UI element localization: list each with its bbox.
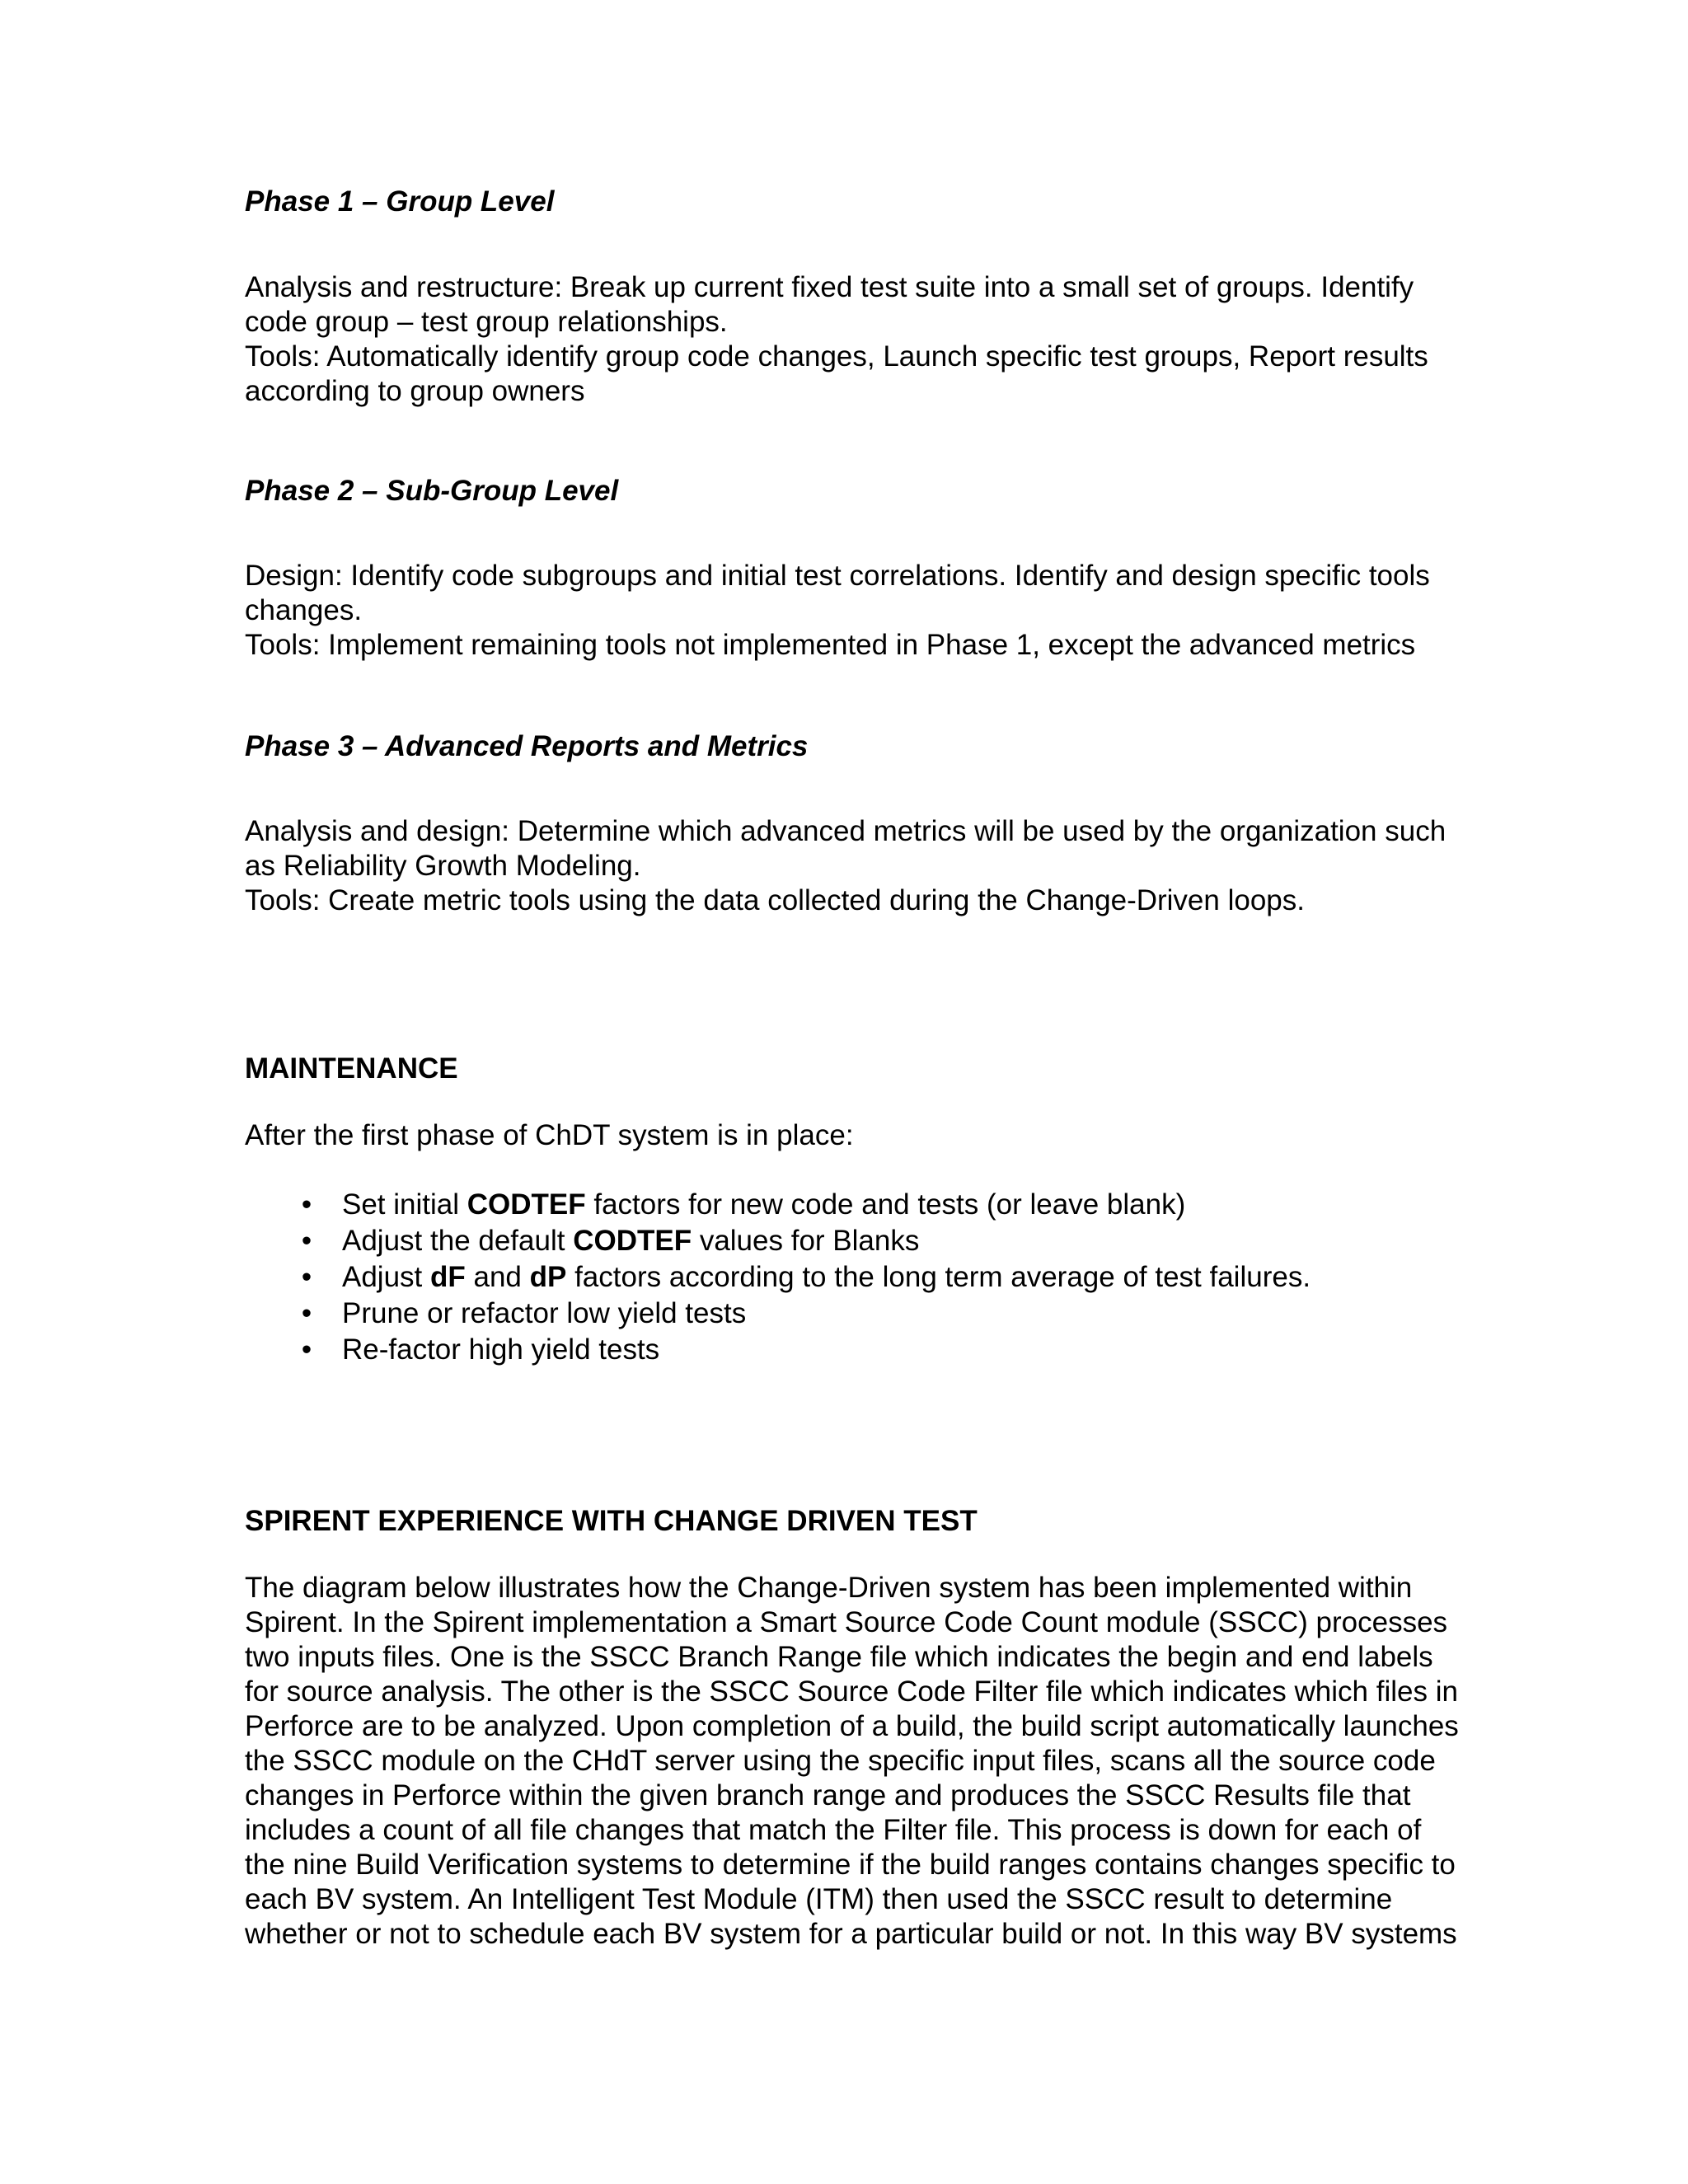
spirent-line: the SSCC module on the CHdT server using the specific input files, scans all the source code bbox=[245, 1745, 1436, 1777]
list-item: • Re-factor high yield tests bbox=[245, 1332, 1531, 1368]
phase1-body bbox=[245, 270, 1531, 409]
bullet-icon: • bbox=[301, 1188, 312, 1221]
phase1-line: according to group owners bbox=[245, 375, 585, 407]
spirent-line: includes a count of all file changes that match the Filter file. This process is down for each of bbox=[245, 1814, 1422, 1846]
phase2-body bbox=[245, 559, 1531, 663]
phase2-line: changes. bbox=[245, 594, 363, 626]
spirent-line: whether or not to schedule each BV system for a particular build or not. In this way BV systems bbox=[245, 1918, 1457, 1950]
bullet-icon: • bbox=[301, 1297, 312, 1329]
list-item: • Adjust dF and dP factors according to the long term average of test failures. bbox=[245, 1259, 1531, 1296]
phase3-line: Tools: Create metric tools using the data collected during the Change-Driven loops. bbox=[245, 884, 1305, 916]
phase2-line: Tools: Implement remaining tools not implemented in Phase 1, except the advanced metrics bbox=[245, 629, 1416, 661]
maintenance-heading: MAINTENANCE bbox=[245, 1052, 458, 1085]
phase1-line: code group – test group relationships. bbox=[245, 306, 728, 338]
phase3-line: as Reliability Growth Modeling. bbox=[245, 850, 641, 882]
maintenance-intro: After the first phase of ChDT system is in place: bbox=[245, 1119, 854, 1151]
spirent-line: for source analysis. The other is the SSCC Source Code Filter file which indicates which files in bbox=[245, 1675, 1458, 1708]
spirent-heading: SPIRENT EXPERIENCE WITH CHANGE DRIVEN TEST bbox=[245, 1505, 978, 1537]
phase3-line: Analysis and design: Determine which advanced metrics will be used by the organization such bbox=[245, 815, 1447, 847]
phase3-heading: Phase 3 – Advanced Reports and Metrics bbox=[245, 730, 809, 762]
phase1-heading: Phase 1 – Group Level bbox=[245, 185, 555, 218]
list-item: • Adjust the default CODTEF values for Blanks bbox=[245, 1223, 1531, 1259]
spirent-line: The diagram below illustrates how the Change-Driven system has been implemented within bbox=[245, 1572, 1413, 1604]
bullet-icon: • bbox=[301, 1333, 312, 1366]
spirent-line: two inputs files. One is the SSCC Branch Range file which indicates the begin and end labels bbox=[245, 1641, 1433, 1673]
phase2-heading: Phase 2 – Sub-Group Level bbox=[245, 475, 619, 507]
spirent-line: Spirent. In the Spirent implementation a Smart Source Code Count module (SSCC) processes bbox=[245, 1606, 1448, 1638]
list-item: • Set initial CODTEF factors for new code and tests (or leave blank) bbox=[245, 1187, 1531, 1223]
bullet-icon: • bbox=[301, 1261, 312, 1293]
phase1-line: Analysis and restructure: Break up current fixed test suite into a small set of groups. Identify bbox=[245, 271, 1414, 303]
spirent-line: changes in Perforce within the given branch range and produces the SSCC Results file that bbox=[245, 1779, 1411, 1811]
phase3-body bbox=[245, 814, 1531, 918]
phase2-line: Design: Identify code subgroups and initial test correlations. Identify and design specific tools bbox=[245, 560, 1430, 592]
spirent-line: Perforce are to be analyzed. Upon completion of a build, the build script automatically launches bbox=[245, 1710, 1459, 1742]
spirent-line: each BV system. An Intelligent Test Module (ITM) then used the SSCC result to determine bbox=[245, 1883, 1393, 1915]
list-item: • Prune or refactor low yield tests bbox=[245, 1296, 1531, 1332]
phase1-line: Tools: Automatically identify group code changes, Launch specific test groups, Report results bbox=[245, 340, 1428, 373]
spirent-body bbox=[245, 1571, 1531, 1952]
maintenance-bullet-list bbox=[245, 1187, 1531, 1368]
spirent-line: the nine Build Verification systems to determine if the build ranges contains changes specific to bbox=[245, 1849, 1456, 1881]
bullet-icon: • bbox=[301, 1225, 312, 1257]
